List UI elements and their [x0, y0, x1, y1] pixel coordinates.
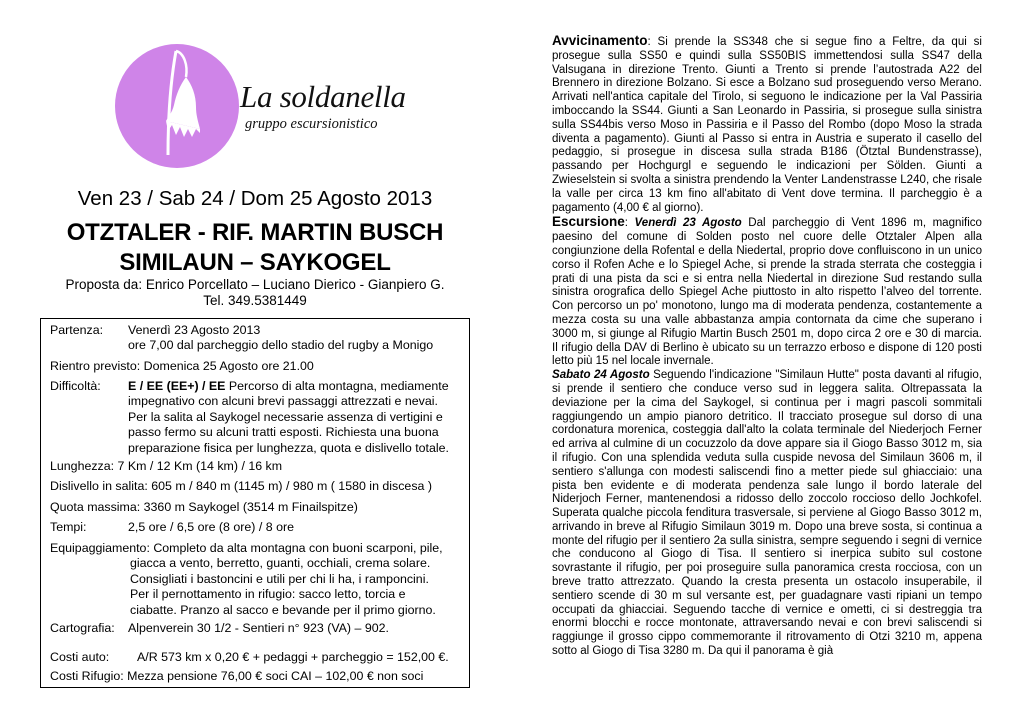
escursione-day2-label: Sabato 24 Agosto [552, 369, 650, 382]
equip-line-1: Equipaggiamento: Completo da alta montagna con buoni scarponi, pile, [50, 541, 443, 555]
costi-auto-label: Costi auto: [50, 650, 110, 664]
event-title-line-2: SIMILAUN – SAYKOGEL [119, 249, 391, 276]
escursione-day2-text: Seguendo l'indicazione "Similaun Hutte" posta davanti al rifugio, si prende il sentiero che conduce verso sud in leggera salita. Oltrepassata la deviazione per la cima del Saykogel, si continua per i magri pascoli sommitali raggiungendo un ampio pianoro detritico. Il tracciato prosegue sul dorso di una cordonatura morenica, costeggia dall'alto la colata terminale del Niederjoch Ferner ed arriva al culmine di un cocuzzolo da dove appare sia il Giogo Basso 3012 m, sia il rifugio. Con una splendida veduta sulla cuspide nevosa del Similaun 3606 m, il sentiero s'allunga con modesti saliscendi fino a metter piede sul ghiacciaio: una pista ben evidente e di moderata pendenza sale lungo il bordo laterale del Niderjoch Ferner, mantenendosi a ridosso dello zoccolo roccioso dello Jochkofel. Superata qualche piccola fenditura trasversale, si perviene al Giogo Basso 3012 m, arrivando in breve al Rifugio Similaun 3019 m. Dopo una breve sosta, si continua a monte del rifugio per il sentiero 2a sulla sinistra, sempre seguendo i segni di vernice che conducono al Giogo di Tisa. Il sentiero si inerpica subito sul costone sovrastante il rifugio, per poi proseguire sulla panoramica cresta rocciosa, con un breve tratto attrezzato. Quando la cresta presenta un ostacolo insuperabile, il sentiero scende di 30 m sul versante est, per guadagnare vasti ripiani un tempo occupati da ghiacciai. Seguendo tacche di vernice e ometti, ci si destreggia tra enormi blocchi e rocce montonate, attraversando nevai e con brevi saliscendi si raggiunge il grosso cippo commemorante il ritrovamento di Otzi 3210 m, appena sotto al Giogo di Tisa 3280 m. Da qui il panorama è già [552, 369, 982, 658]
tempi-value: 2,5 ore / 6,5 ore (8 ore) / 8 ore [128, 520, 294, 534]
info-rientro: Rientro previsto: Domenica 25 Agosto ore 21.00 [50, 359, 314, 373]
difficolta-line-4: passo fermo su alcuni tratti esposti. Richiesta una buona [128, 425, 439, 440]
escursione-day1-text: Dal parcheggio di Vent 1896 m, magnifico paesino del comune di Solden posto nel cuore delle Otztaler Alpen alla congiunzione della Rofental e della Niedertal, proprio dove confluiscono in un unico corso il Rofen Ache e lo Spiegel Ache, si prende la strada sterrata che costeggia i prati di una pista da sci e si entra nella Niedertal in direzione Sud restando sulla sinistra orografica dello Spiegel Ache piuttosto in alto rispetto l’alveo del torrente. Con percorso un po' monotono, lungo ma di moderata pendenza, costantemente a mezza costa su una valle abbastanza ampia contornata da cime che superano i 3000 m, si giunge al Rifugio Martin Busch 2501 m, dopo circa 2 ore e 30 di marcia. Il rifugio della DAV di Berlino è ubicato su un terrazzo erboso e dispone di 120 posti letto più 15 nel locale invernale. [552, 217, 982, 368]
escursione-heading: Escursione [552, 214, 625, 230]
escursione-day1-label: Venerdì 23 Agosto [634, 217, 742, 230]
avvicinamento-heading: Avvicinamento [552, 33, 648, 48]
difficolta-line-5: preparazione fisica per lunghezza, quota e dislivello totale. [128, 440, 449, 455]
difficolta-grade: E / EE (EE+) / EE [128, 379, 226, 393]
partenza-date: Venerdì 23 Agosto 2013 [128, 323, 261, 337]
info-quota: Quota massima: 3360 m Saykogel (3514 m Finailspitze) [50, 500, 358, 514]
partenza-time: ore 7,00 dal parcheggio dello stadio del rugby a Monigo [128, 338, 434, 353]
left-column [40, 0, 470, 724]
soldanella-logo [110, 43, 244, 169]
info-box [40, 318, 470, 688]
avvicinamento-paragraph [552, 34, 982, 215]
info-dislivello: Dislivello in salita: 605 m / 840 m (1145 m) / 980 m ( 1580 in discesa ) [50, 479, 432, 493]
cartografia-value: Alpenverein 30 1/2 - Sentieri n° 923 (VA) – 902. [128, 621, 389, 635]
right-column [552, 34, 982, 724]
brand-name: La soldanella [240, 79, 406, 114]
difficolta-line-3: Per la salita al Saykogel necessarie assenza di vertigini e [128, 409, 443, 424]
event-title-line-1: OTZTALER - RIF. MARTIN BUSCH [66, 219, 444, 246]
partenza-label: Partenza: [50, 323, 104, 337]
avvicinamento-text: : Si prende la SS348 che si segue fino a Feltre, da qui si prosegue sulla SS50 e quindi sulla SS50BIS immettendosi sulla SS47 della Valsugana in direzione Trento. Giunti a Trento si prende l’autostrada A22 del Brennero in direzione Bolzano. Si esce a Bolzano sud proseguendo verso Merano. Arrivati nell'antica capitale del Tirolo, si seguono le indicazione per la Val Passiria imboccando la SS44. Giunti a San Leonardo in Passiria, si prosegue sulla sinistra sulla SS44bis verso Moso in Passiria e il Passo del Rombo (dopo Moso la strada diventa a pagamento). Giunti al Passo si entra in Austria e superato il casello del pedaggio, si prosegue in discesa sulla strada B186 (Ötztal Bundenstrasse), passando per Hochgurgl e seguendo le indicazioni per Sölden. Giunti a Zwieselstein si svolta a sinistra prendendo la Venter Landenstrasse L240, che risale la valle per circa 13 km fino all'abitato di Vent dove termina. Il parcheggio è a pagamento (4,00 € al giorno). [552, 36, 982, 214]
cartografia-label: Cartografia: [50, 621, 115, 635]
brand-subtitle: gruppo escursionistico [245, 116, 378, 132]
proposal-text [40, 277, 470, 309]
proposal-phone: Tel. 349.5381449 [203, 293, 307, 308]
tempi-label: Tempi: [50, 520, 87, 534]
escursione-sep: : [624, 217, 635, 230]
escursione-day1-paragraph [552, 215, 982, 369]
difficolta-line-1: Percorso di alta montagna, mediamente [225, 379, 449, 393]
difficolta-line-2: impegnativo con alcuni brevi passaggi attrezzati e nevai. [128, 394, 438, 409]
difficolta-label: Difficoltà: [50, 379, 101, 393]
info-lunghezza: Lunghezza: 7 Km / 12 Km (14 km) / 16 km [50, 459, 283, 473]
equip-line-3: Consigliati i bastoncini e utili per chi li ha, i ramponcini. [130, 571, 429, 586]
costi-auto-value: A/R 573 km x 0,20 € + pedaggi + parcheggio = 152,00 €. [137, 650, 449, 664]
info-costi-rifugio: Costi Rifugio: Mezza pensione 76,00 € soci CAI – 102,00 € non soci [50, 669, 424, 683]
proposal-line-1: Proposta da: Enrico Porcellato – Luciano Dierico - Gianpiero G. [65, 277, 445, 292]
escursione-day2-paragraph [552, 369, 982, 659]
event-dates: Ven 23 / Sab 24 / Dom 25 Agosto 2013 [77, 187, 433, 210]
equip-line-2: giacca a vento, berretto, guanti, occhiali, crema solare. [130, 556, 431, 571]
equip-line-4: Per il pernottamento in rifugio: sacco letto, torcia e [130, 587, 406, 602]
info-equipaggiamento [50, 541, 465, 618]
equip-line-5: ciabatte. Pranzo al sacco e bevande per il primo giorno. [130, 602, 436, 617]
